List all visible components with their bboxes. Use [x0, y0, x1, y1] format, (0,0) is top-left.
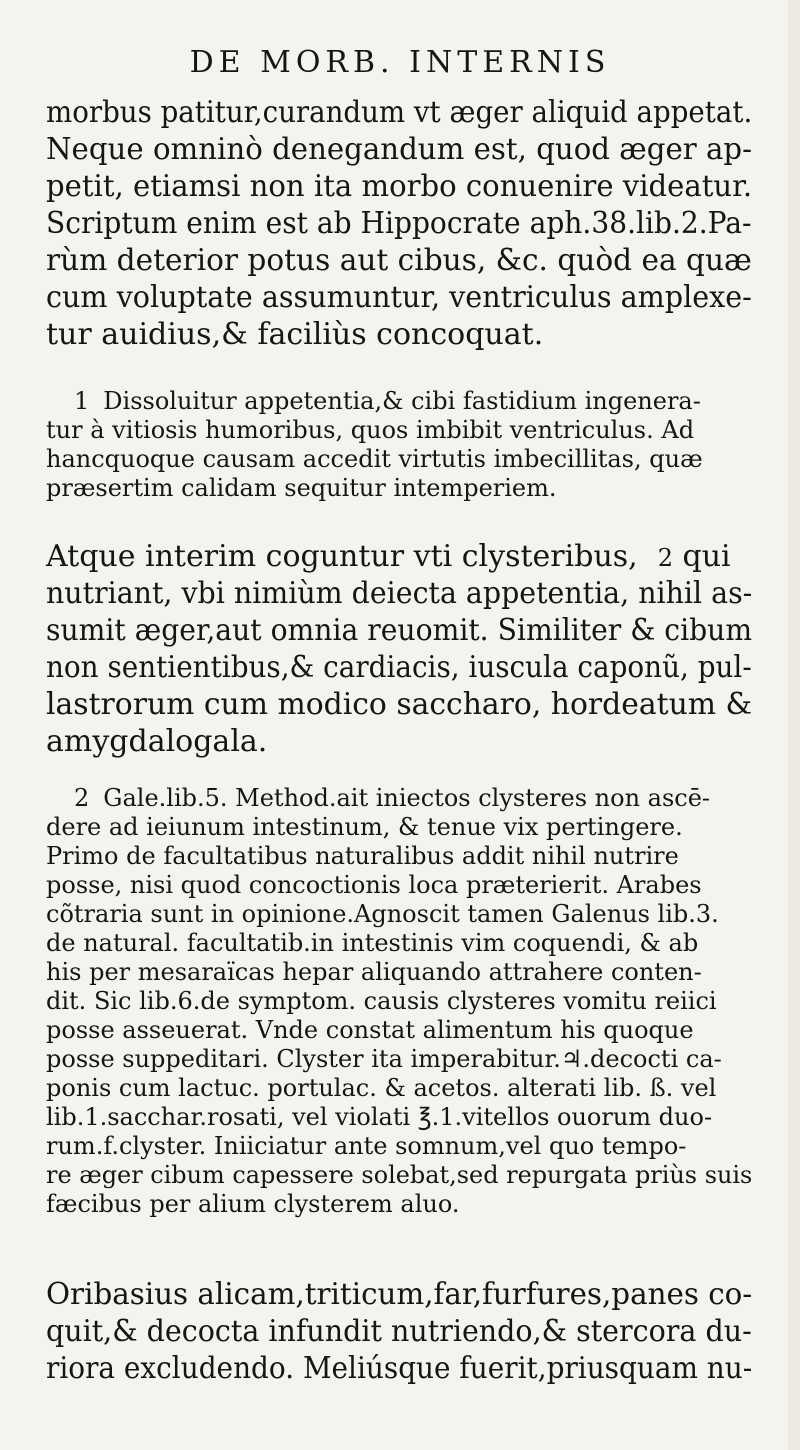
annotation-line: tur à vitiosis humoribus, quos imbibit ventriculus. Ad [46, 416, 695, 444]
inline-note-marker: 2 [657, 544, 673, 572]
annotation-line: re æger cibum capessere solebat,sed repurgata priùs suis [46, 1161, 753, 1189]
annotation-line: dere ad ieiunum intestinum, & tenue vix pertingere. [46, 813, 683, 841]
annotation-line: posse suppeditari. Clyster ita imperabitur.♃.decocti ca- [46, 1045, 722, 1073]
main-paragraph-1 [46, 94, 752, 353]
annotation-line: posse, nisi quod concoctionis loca præterierit. Arabes [46, 871, 702, 899]
text-line: sumit æger,aut omnia reuomit. Similiter & cibum [46, 613, 753, 648]
annotation-line: dit. Sic lib.6.de symptom. causis clysteres vomitu reiici [46, 987, 717, 1015]
text-line: riora excludendo. Meliúsque fuerit,priusquam nu- [46, 1351, 753, 1386]
annotation-line: rum.f.clyster. Iniiciatur ante somnum,vel quo tempo- [46, 1132, 687, 1160]
annotation-line [46, 387, 752, 416]
text-line: petit, etiamsi non ita morbo conuenire videatur. [46, 169, 753, 204]
text-line [46, 538, 752, 575]
note-marker: 1 [74, 387, 90, 415]
text-line: non sentientibus,& cardiacis, iuscula caponũ, pul- [46, 650, 752, 685]
page-edge [788, 0, 800, 1450]
running-header: DE MORB. INTERNIS [189, 45, 611, 80]
text-line: morbus patitur,curandum vt æger aliquid appetat. [46, 95, 753, 130]
text-line: quit,& decocta infundit nutriendo,& stercora du- [46, 1314, 752, 1349]
annotation-line: posse asseuerat. Vnde constat alimentum his quoque [46, 1016, 694, 1044]
text-line: nutriant, vbi nimiùm deiecta appetentia, nihil as- [46, 576, 753, 611]
note-marker: 2 [74, 784, 90, 812]
text-segment: qui [682, 539, 731, 574]
text-segment: Atque interim coguntur vti clysteribus, [46, 539, 638, 574]
annotation-line: his per mesaraïcas hepar aliquando attrahere conten- [46, 958, 702, 986]
annotation-text: Gale.lib.5. Method.ait iniectos clysteres non ascē- [103, 784, 711, 812]
text-line: rùm deterior potus aut cibus, &c. quòd ea quæ [46, 243, 752, 278]
annotation-line: lib.1.sacchar.rosati, vel violati ℥.1.vitellos ouorum duo- [46, 1103, 713, 1131]
main-paragraph-3 [46, 1276, 752, 1387]
text-line: lastrorum cum modico saccharo, hordeatum & [46, 687, 753, 722]
text-line: Oribasius alicam,triticum,far,furfures,panes co- [46, 1277, 753, 1312]
text-line: cum voluptate assumuntur, ventriculus amplexe- [46, 280, 752, 315]
annotation-1 [46, 387, 752, 503]
text-line: Scriptum enim est ab Hippocrate aph.38.lib.2.Pa- [46, 206, 752, 241]
text-line: tur auidius,& faciliùs concoquat. [46, 317, 544, 352]
annotation-line: præsertim calidam sequitur intemperiem. [46, 474, 557, 502]
annotation-line [46, 784, 752, 813]
annotation-line: fæcibus per alium clysterem aluo. [46, 1190, 460, 1218]
annotation-line: ponis cum lactuc. portulac. & acetos. alterati lib. ß. vel [46, 1074, 717, 1102]
annotation-line: Primo de facultatibus naturalibus addit nihil nutrire [46, 842, 679, 870]
text-line: Neque omninò denegandum est, quod æger ap- [46, 132, 752, 167]
text-line: amygdalogala. [46, 724, 268, 759]
annotation-line: cõtraria sunt in opinione.Agnoscit tamen Galenus lib.3. [46, 900, 719, 928]
annotation-line: de natural. facultatib.in intestinis vim coquendi, & ab [46, 929, 699, 957]
main-paragraph-2 [46, 538, 752, 760]
annotation-line: hancquoque causam accedit virtutis imbecillitas, quæ [46, 445, 703, 473]
annotation-text: Dissoluitur appetentia,& cibi fastidium ingenera- [103, 387, 701, 415]
annotation-2 [46, 784, 752, 1219]
